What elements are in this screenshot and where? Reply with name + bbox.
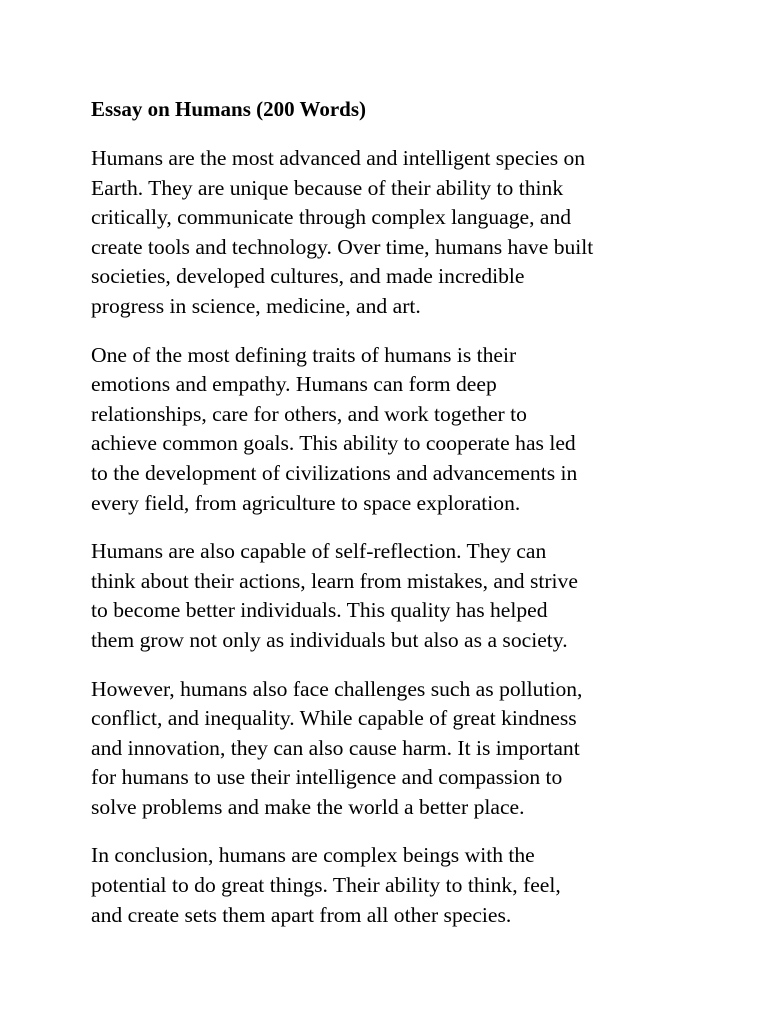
paragraph-line: conflict, and inequality. While capable of great kindness <box>91 706 577 731</box>
paragraph-line: One of the most defining traits of humans is their <box>91 342 517 367</box>
paragraph-line: Humans are the most advanced and intelligent species on <box>91 146 586 170</box>
paragraph-line: think about their actions, learn from mistakes, and strive <box>91 568 578 593</box>
paragraph-4 <box>91 675 691 823</box>
paragraph-line: However, humans also face challenges such as pollution, <box>91 676 583 701</box>
paragraph-1 <box>91 144 691 322</box>
paragraph-line: societies, developed cultures, and made incredible <box>91 264 525 289</box>
document-title: Essay on Humans (200 Words) <box>91 97 367 121</box>
paragraph-3 <box>91 537 691 655</box>
paragraph-line: create tools and technology. Over time, humans have built <box>91 234 594 259</box>
paragraph-5 <box>91 841 691 930</box>
paragraph-line: Humans are also capable of self-reflection. They can <box>91 539 547 564</box>
paragraph-line: In conclusion, humans are complex beings with the <box>91 843 535 868</box>
paragraph-line: relationships, care for others, and work together to <box>91 401 527 426</box>
paragraph-line: to the development of civilizations and advancements in <box>91 460 578 485</box>
paragraph-line: solve problems and make the world a better place. <box>91 794 525 819</box>
paragraph-line: emotions and empathy. Humans can form deep <box>91 372 497 397</box>
paragraph-line: potential to do great things. Their ability to think, feel, <box>91 873 561 898</box>
paragraph-line: and innovation, they can also cause harm. It is important <box>91 735 580 760</box>
paragraph-line: for humans to use their intelligence and compassion to <box>91 765 563 790</box>
paragraph-line: Earth. They are unique because of their ability to think <box>91 175 564 200</box>
paragraph-line: critically, communicate through complex language, and <box>91 205 572 230</box>
paragraph-line: and create sets them apart from all other species. <box>91 902 512 927</box>
paragraph-line: progress in science, medicine, and art. <box>91 293 421 318</box>
paragraph-line: them grow not only as individuals but also as a society. <box>91 627 568 652</box>
paragraph-2 <box>91 341 691 519</box>
paragraph-line: every field, from agriculture to space exploration. <box>91 490 521 515</box>
paragraph-line: achieve common goals. This ability to cooperate has led <box>91 431 576 456</box>
document-page <box>91 95 691 949</box>
paragraph-line: to become better individuals. This quality has helped <box>91 598 548 623</box>
